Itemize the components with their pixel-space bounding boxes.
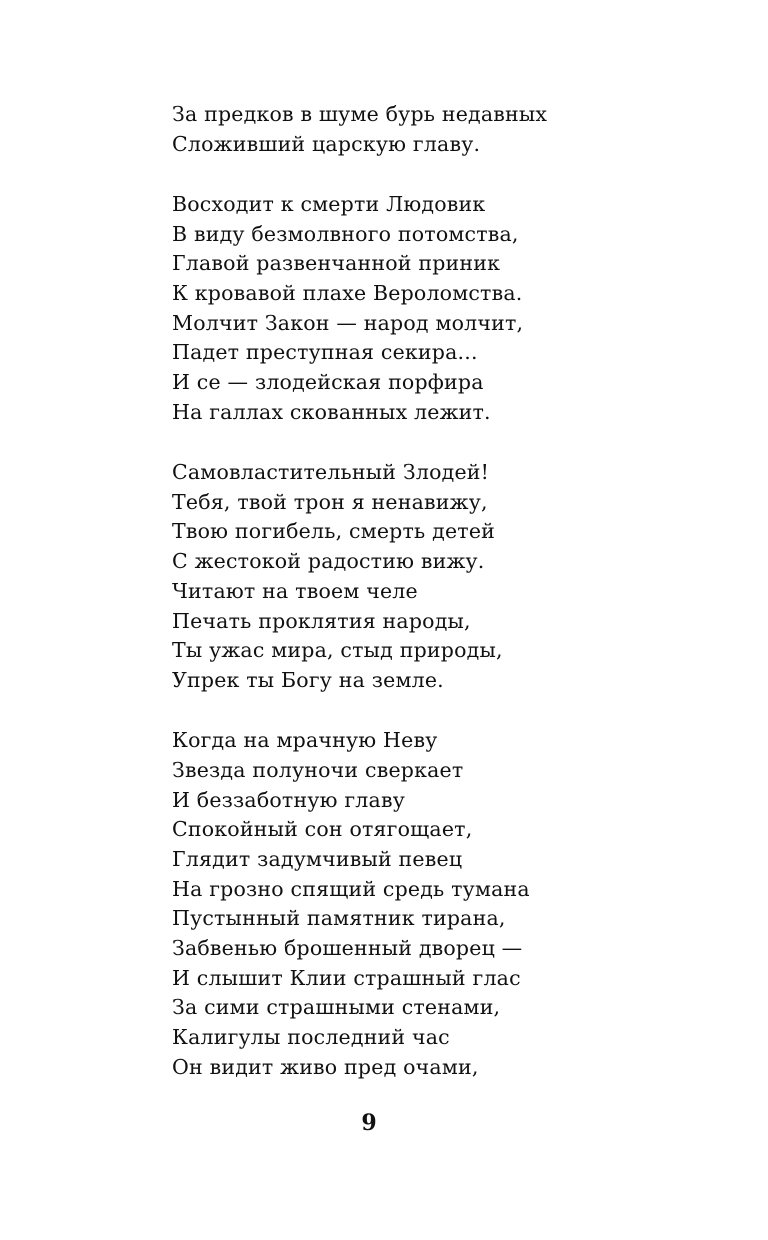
stanza (172, 458, 732, 696)
poem-line: Печать проклятия народы, (172, 608, 471, 633)
poem-line: Сложивший царскую главу. (172, 131, 481, 156)
poem-line: Забвенью брошенный дворец — (172, 936, 523, 961)
stanza (172, 190, 732, 428)
poem-line: И се — злодейская порфира (172, 370, 484, 395)
poem-text (172, 100, 732, 1113)
poem-line: Молчит Закон — народ молчит, (172, 310, 524, 335)
poem-line: Спокойный сон отягощает, (172, 817, 473, 842)
poem-line: И слышит Клии страшный глас (172, 965, 521, 990)
poem-line: Упрек ты Богу на земле. (172, 667, 444, 692)
poem-line: На галлах скованных лежит. (172, 399, 491, 424)
poem-line: За предков в шуме бурь недавных (172, 102, 548, 126)
poem-line: Ты ужас мира, стыд природы, (172, 638, 503, 663)
poem-line: Глядит задумчивый певец (172, 846, 463, 871)
poem-line: Калигулы последний час (172, 1025, 450, 1050)
poem-line: Твою погибель, смерть детей (172, 519, 496, 544)
poem-line: Самовластительный Злодей! (172, 460, 490, 485)
poem-line: Восходит к смерти Людовик (172, 191, 486, 216)
poem-line: В виду безмолвного потомства, (172, 221, 519, 246)
poem-line: И беззаботную главу (172, 787, 405, 812)
poem-line: Главой развенчанной приник (172, 251, 501, 276)
stanza (172, 726, 732, 1082)
poem-line: Пустынный памятник тирана, (172, 906, 506, 931)
poem-line: На грозно спящий средь тумана (172, 876, 530, 901)
poem-line: Звезда полуночи сверкает (172, 757, 464, 782)
poem-line: Он видит живо пред очами, (172, 1054, 479, 1079)
poem-line: К кровавой плахе Вероломства. (172, 281, 523, 306)
stanza (172, 100, 732, 159)
page-number: 9 (361, 1110, 377, 1136)
poem-line: Тебя, твой трон я ненавижу, (172, 489, 488, 514)
poem-line: Читают на твоем челе (172, 578, 418, 603)
poem-line: Падет преступная секира... (172, 340, 478, 365)
poem-line: С жестокой радостию вижу. (172, 549, 485, 574)
poem-line: За сими страшными стенами, (172, 995, 501, 1020)
poem-line: Когда на мрачную Неву (172, 728, 438, 753)
